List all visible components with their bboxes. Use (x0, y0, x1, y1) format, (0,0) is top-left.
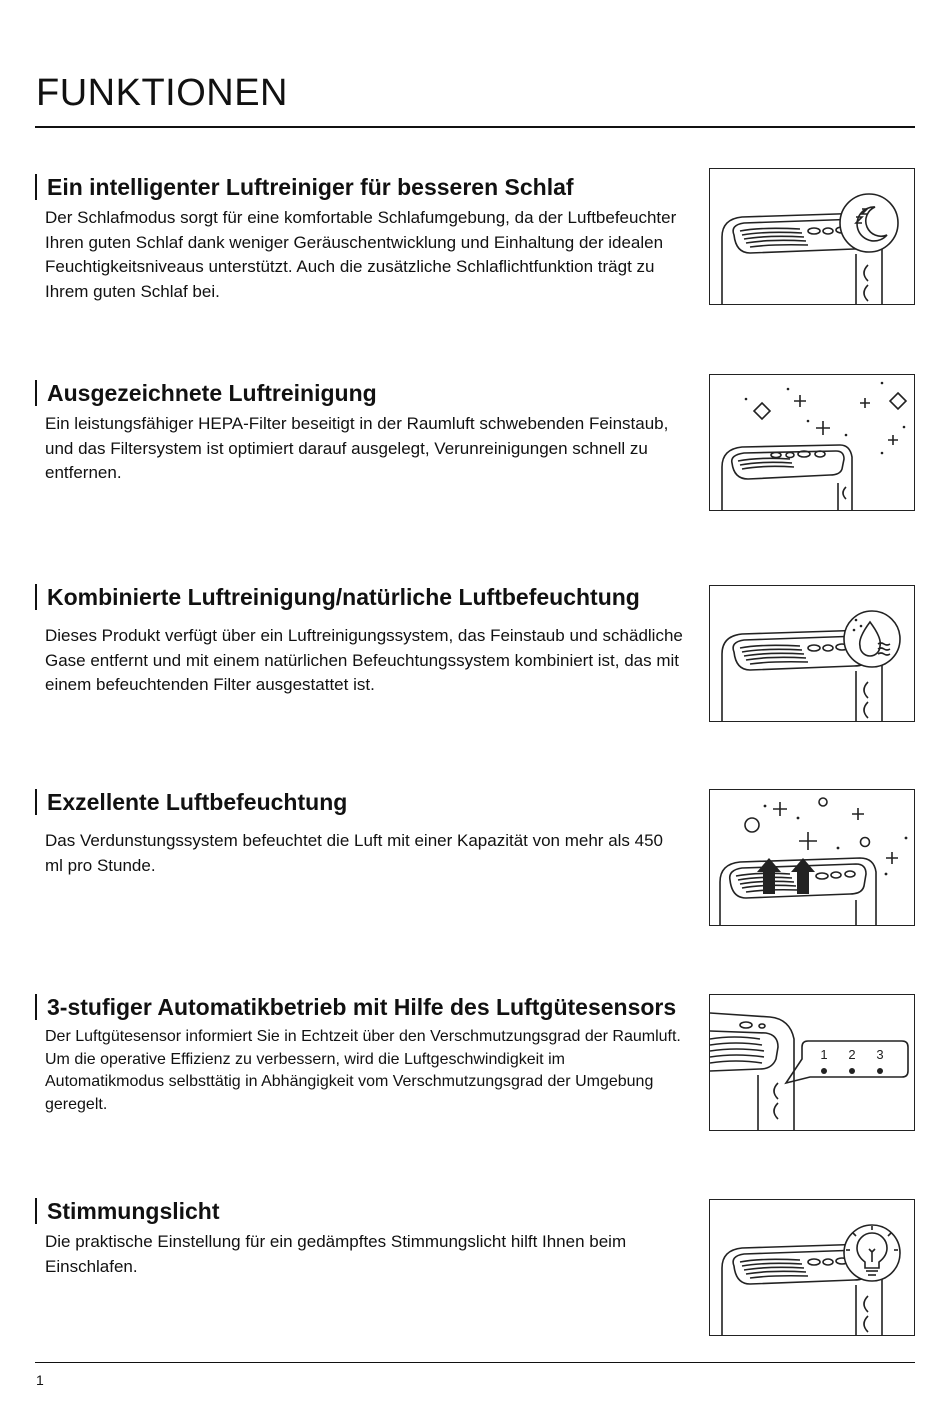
air-purification-sparkles-icon (709, 374, 915, 511)
feature-auto-mode-sensor (35, 994, 915, 1134)
feature-description: Der Luftgütesensor informiert Sie in Echtzeit über den Verschmutzungsgrad der Raumluft. Um die operative Effizienz zu verbessern, wird die Luftgeschwindigkeit im Automatikmodus selbsttätig in Abhängigkeit vom Verschmutzungsgrad der Umgebung geregelt. (45, 1028, 681, 1113)
feature-combined-humidification (35, 584, 915, 724)
feature-description: Der Schlafmodus sorgt für eine komfortable Schlafumgebung, da der Luftbefeuchter Ihren guten Schlaf dank weniger Geräuschentwicklung und Einhaltung der idealen Feuchtigkeitsniveaus unterstützt. Auch die zusätzliche Schlaflichtfunktion trägt zu Ihrem guten Schlaf bei. (45, 208, 677, 301)
feature-sleep-mode (35, 174, 915, 314)
sensor-level-label: 3 (876, 1047, 884, 1062)
air-quality-sensor-levels-icon (709, 994, 915, 1131)
feature-heading: Ein intelligenter Luftreiniger für besseren Schlaf (35, 174, 574, 200)
page-title: FUNKTIONEN (36, 72, 288, 114)
feature-heading: Ausgezeichnete Luftreinigung (35, 380, 377, 406)
sleep-mode-moon-icon (709, 168, 915, 305)
feature-heading: 3-stufiger Automatikbetrieb mit Hilfe des Luftgütesensors (35, 994, 676, 1020)
feature-description: Dieses Produkt verfügt über ein Luftreinigungssystem, das Feinstaub und schädliche Gase entfernt und mit einem natürlichen Befeuchtungssystem kombiniert ist, das mit einem befeuchtenden Filter ausgestattet ist. (45, 626, 683, 694)
humidity-output-arrows-icon (709, 789, 915, 926)
title-divider (35, 126, 915, 128)
feature-heading: Exzellente Luftbefeuchtung (35, 789, 347, 815)
sensor-level-label: 2 (848, 1047, 856, 1062)
feature-air-purification (35, 380, 915, 520)
feature-excellent-humidification (35, 789, 915, 929)
mood-light-bulb-icon (709, 1199, 915, 1336)
feature-description: Die praktische Einstellung für ein gedämpftes Stimmungslicht hilft Ihnen beim Einschlafen. (45, 1232, 627, 1276)
page-number: 1 (36, 1372, 44, 1388)
feature-mood-light (35, 1198, 915, 1338)
feature-description: Ein leistungsfähiger HEPA-Filter beseitigt in der Raumluft schwebenden Feinstaub, und das Filtersystem ist optimiert darauf ausgelegt, Verunreinigungen schnell zu entfernen. (45, 414, 669, 482)
footer-divider (35, 1362, 915, 1363)
feature-description: Das Verdunstungssystem befeuchtet die Luft mit einer Kapazität von mehr als 450 ml pro Stunde. (45, 831, 664, 875)
humidification-drop-icon (709, 585, 915, 722)
sensor-level-label: 1 (820, 1047, 828, 1062)
feature-heading: Stimmungslicht (35, 1198, 220, 1224)
feature-heading: Kombinierte Luftreinigung/natürliche Luftbefeuchtung (35, 584, 640, 610)
